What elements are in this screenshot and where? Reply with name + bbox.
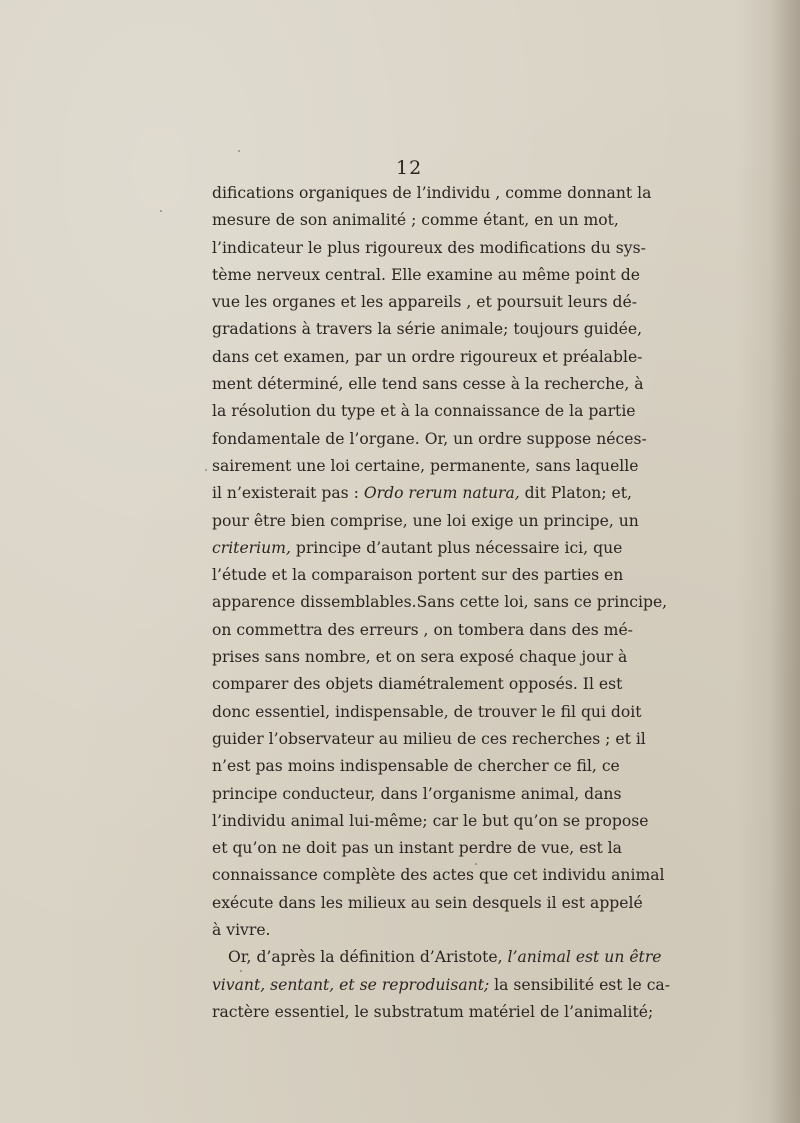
text-line: l’individu animal lui-même; car le but qu’on se propose: [212, 811, 649, 830]
text-line: comparer des objets diamétralement opposés. Il est: [212, 675, 623, 694]
definition-quote: vivant, sentant, et se reproduisant;: [212, 975, 490, 994]
page-number: 12: [396, 157, 423, 179]
text-line: vue les organes et les appareils , et poursuit leurs dé-: [212, 293, 638, 312]
text-line: Or, d’après la définition d’Aristote, l’animal est un être: [228, 948, 662, 967]
text-line: l’indicateur le plus rigoureux des modifications du sys-: [212, 238, 646, 257]
text-line: apparence dissemblables.Sans cette loi, sans ce principe,: [212, 593, 668, 612]
text-line: n’est pas moins indispensable de chercher ce fil, ce: [212, 757, 620, 776]
body-text: [212, 180, 671, 1026]
text-line: ment déterminé, elle tend sans cesse à la recherche, à: [212, 375, 644, 394]
text-line: tème nerveux central. Elle examine au même point de: [212, 265, 640, 284]
definition-quote: l’animal est un être: [507, 948, 662, 967]
paper-speck: [240, 970, 242, 972]
text-line: donc essentiel, indispensable, de trouver le fil qui doit: [212, 702, 642, 721]
text-line: criterium, principe d’autant plus nécessaire ici, que: [212, 538, 623, 557]
text-line: exécute dans les milieux au sein desquels il est appelé: [212, 893, 643, 912]
text-line: et qu’on ne doit pas un instant perdre de vue, est la: [212, 839, 622, 858]
paper-speck: [475, 863, 477, 865]
text-line: gradations à travers la série animale; toujours guidée,: [212, 320, 643, 339]
text-line: on commettra des erreurs , on tombera dans des mé-: [212, 620, 633, 639]
latin-quote: Ordo rerum natura,: [363, 484, 520, 503]
text-line: sairement une loi certaine, permanente, sans laquelle: [212, 456, 639, 475]
text-line: vivant, sentant, et se reproduisant; la sensibilité est le ca-: [212, 975, 671, 994]
text-line: connaissance complète des actes que cet individu animal: [212, 866, 665, 885]
text-line: prises sans nombre, et on sera exposé chaque jour à: [212, 648, 628, 667]
paper-speck: [160, 210, 162, 212]
page-edge-shadow: [770, 0, 800, 1123]
text-line: dans cet examen, par un ordre rigoureux et préalable-: [212, 347, 643, 366]
text-line: il n’existerait pas : Ordo rerum natura, dit Platon; et,: [212, 484, 633, 503]
text-line: guider l’observateur au milieu de ces recherches ; et il: [212, 729, 646, 748]
text-line: pour être bien comprise, une loi exige un principe, un: [212, 511, 639, 530]
text-line: la résolution du type et à la connaissance de la partie: [212, 402, 636, 421]
paper-speck: [238, 150, 240, 152]
text-line: ractère essentiel, le substratum matériel de l’animalité;: [212, 1002, 654, 1021]
text-line: difications organiques de l’individu , comme donnant la: [212, 184, 652, 202]
text-line: fondamentale de l’organe. Or, un ordre suppose néces-: [212, 429, 647, 448]
text-line: principe conducteur, dans l’organisme animal, dans: [212, 784, 622, 803]
text-line: à vivre.: [212, 921, 271, 940]
text-line: mesure de son animalité ; comme étant, en un mot,: [212, 211, 619, 230]
italic-term: criterium,: [212, 538, 291, 557]
text-line: l’étude et la comparaison portent sur des parties en: [212, 566, 624, 585]
paper-speck: [205, 469, 207, 471]
